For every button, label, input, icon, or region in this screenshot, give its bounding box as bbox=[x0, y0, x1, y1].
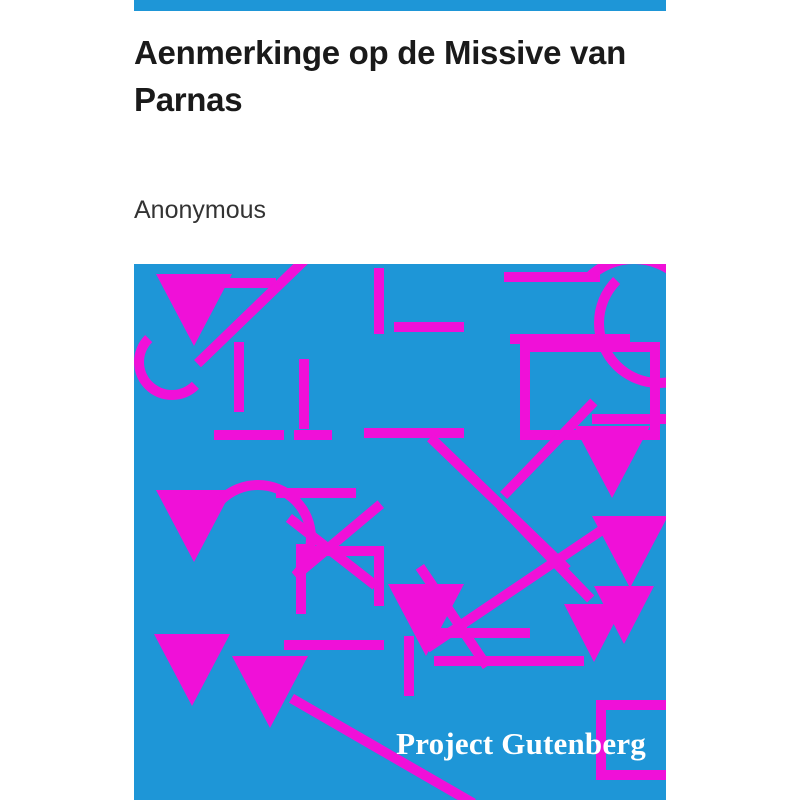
bar-shape bbox=[374, 268, 384, 334]
cover-artwork bbox=[134, 264, 666, 800]
bar-shape bbox=[364, 428, 464, 438]
page-title bbox=[134, 36, 694, 116]
triangle-icon bbox=[232, 656, 308, 728]
bar-shape bbox=[592, 414, 666, 424]
bar-shape bbox=[434, 656, 584, 666]
bar-shape bbox=[404, 636, 414, 696]
title-line-2: Parnas bbox=[134, 81, 243, 118]
triangle-icon bbox=[564, 604, 624, 662]
bar-shape bbox=[214, 430, 284, 440]
publisher-brand: Project Gutenberg bbox=[396, 726, 646, 761]
title-line-1: Aenmerkinge op de Missive van bbox=[134, 34, 626, 71]
triangle-icon bbox=[574, 426, 650, 498]
bar-shape bbox=[299, 359, 309, 429]
author-name: Anonymous bbox=[134, 196, 267, 224]
triangle-icon bbox=[154, 634, 230, 706]
bar-shape bbox=[216, 278, 276, 288]
bar-shape bbox=[294, 430, 332, 440]
bar-shape bbox=[394, 322, 464, 332]
bar-shape bbox=[276, 488, 356, 498]
top-accent-bar bbox=[134, 0, 666, 11]
bar-shape bbox=[374, 546, 384, 606]
bar-shape bbox=[234, 342, 244, 412]
bar-shape bbox=[296, 546, 382, 556]
bar-shape bbox=[284, 640, 384, 650]
triangle-icon bbox=[592, 516, 666, 588]
